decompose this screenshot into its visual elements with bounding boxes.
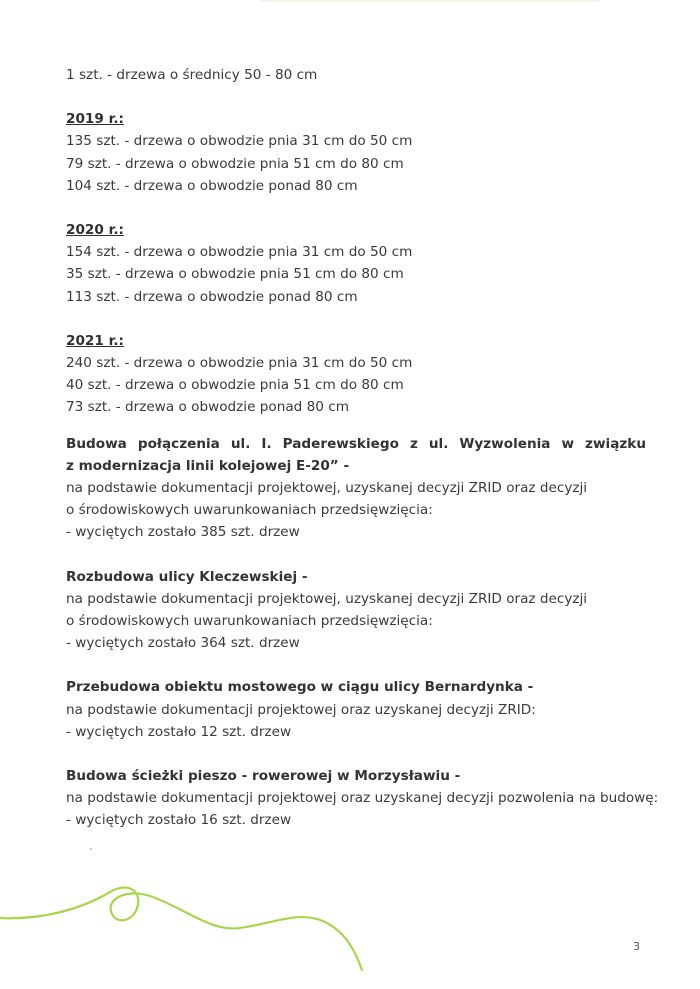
project-title: Rozbudowa ulicy Kleczewskiej - (66, 568, 308, 585)
year-line: 104 szt. - drzewa o obwodzie ponad 80 cm (66, 177, 358, 194)
year-heading: 2019 r.: (66, 111, 124, 128)
year-line: 79 szt. - drzewa o obwodzie pnia 51 cm do 80 cm (66, 155, 404, 172)
project-line: - wyciętych zostało 385 szt. drzew (66, 524, 300, 541)
year-heading: 2020 r.: (66, 222, 124, 239)
top-decoration (260, 0, 600, 4)
project-line: na podstawie dokumentacji projektowej, uzyskanej decyzji ZRID oraz decyzji (66, 590, 588, 607)
project-line: - wyciętych zostało 364 szt. drzew (66, 635, 300, 652)
page-number: 3 (633, 940, 640, 953)
project-line: na podstawie dokumentacji projektowej oraz uzyskanej decyzji ZRID: (66, 701, 536, 718)
project-block-kleczewskiej (66, 566, 646, 655)
project-title: Przebudowa obiektu mostowego w ciągu ulicy Bernardynka - (66, 679, 534, 696)
year-block-2021 (66, 330, 646, 419)
project-title-continued: z modernizacja linii kolejowej E-20” - (66, 457, 350, 474)
year-line: 35 szt. - drzewa o obwodzie pnia 51 cm do 80 cm (66, 266, 404, 283)
project-line: o środowiskowych uwarunkowaniach przedsięwzięcia: (66, 502, 433, 519)
project-block-morzyslawiu (66, 765, 659, 832)
green-swirl-icon (0, 870, 380, 980)
year-block-2019 (66, 108, 646, 197)
year-heading: 2021 r.: (66, 332, 124, 349)
project-line: o środowiskowych uwarunkowaniach przedsięwzięcia: (66, 613, 433, 630)
scan-speck (90, 848, 92, 850)
project-block-paderewskiego (66, 433, 646, 544)
project-line: - wyciętych zostało 12 szt. drzew (66, 723, 292, 740)
year-line: 240 szt. - drzewa o obwodzie pnia 31 cm do 50 cm (66, 355, 413, 372)
year-line: 40 szt. - drzewa o obwodzie pnia 51 cm do 80 cm (66, 377, 404, 394)
year-line: 154 szt. - drzewa o obwodzie pnia 31 cm do 50 cm (66, 244, 413, 261)
project-line: na podstawie dokumentacji projektowej oraz uzyskanej decyzji pozwolenia na budowę: (66, 790, 659, 807)
project-title: Budowa połączenia ul. I. Paderewskiego z ul. Wyzwolenia w związku (66, 435, 646, 452)
year-line: 73 szt. - drzewa o obwodzie ponad 80 cm (66, 399, 349, 416)
intro-line: 1 szt. - drzewa o średnicy 50 - 80 cm (66, 67, 318, 83)
project-line: na podstawie dokumentacji projektowej, uzyskanej decyzji ZRID oraz decyzji (66, 480, 588, 497)
year-line: 113 szt. - drzewa o obwodzie ponad 80 cm (66, 288, 358, 305)
year-line: 135 szt. - drzewa o obwodzie pnia 31 cm do 50 cm (66, 133, 413, 150)
project-line: - wyciętych zostało 16 szt. drzew (66, 812, 292, 829)
document-body (66, 64, 659, 832)
project-title: Budowa ścieżki pieszo - rowerowej w Morzysławiu - (66, 768, 461, 785)
year-block-2020 (66, 219, 646, 308)
project-block-bernardynka (66, 676, 646, 743)
